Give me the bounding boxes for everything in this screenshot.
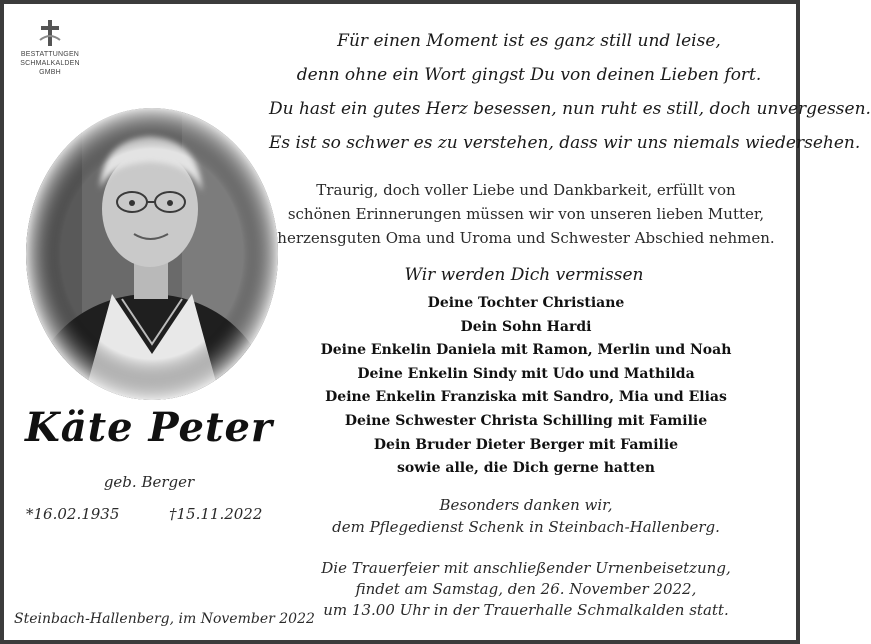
death-date: †15.11.2022: [169, 505, 263, 523]
intro-line: herzensguten Oma und Uroma und Schwester Abschied nehmen.: [277, 229, 775, 247]
logo-line: SCHMALKALDEN: [20, 60, 80, 67]
intro-line: Traurig, doch voller Liebe und Dankbarkeit, erfüllt von: [316, 181, 736, 199]
family-member: Deine Tochter Christiane: [427, 295, 625, 311]
funeral-line: um 13.00 Uhr in der Trauerhalle Schmalkalden statt.: [323, 601, 729, 619]
family-member: Deine Enkelin Franziska mit Sandro, Mia und Elias: [325, 389, 727, 406]
poem-line: Für einen Moment ist es ganz still und leise,: [337, 31, 721, 51]
family-member: Deine Enkelin Daniela mit Ramon, Merlin und Noah: [320, 342, 732, 359]
funeral-line: findet am Samstag, den 26. November 2022,: [355, 580, 697, 598]
family-member: Dein Sohn Hardi: [460, 318, 592, 335]
portrait-photo: [22, 104, 282, 404]
miss-heading: Wir werden Dich vermissen: [404, 265, 644, 285]
thanks-line: Besonders danken wir,: [439, 496, 613, 514]
poem-line: Es ist so schwer es zu verstehen, dass wir uns niemals wiedersehen.: [269, 133, 861, 153]
born-name: geb. Berger: [103, 473, 195, 491]
funeral-line: Die Trauerfeier mit anschließender Urnenbeisetzung,: [321, 559, 731, 577]
funeral-home-logo: [20, 18, 80, 77]
family-member: Dein Bruder Dieter Berger mit Familie: [373, 436, 679, 453]
poem-line: denn ohne ein Wort gingst Du von deinen Lieben fort.: [296, 65, 762, 85]
poem: [269, 24, 871, 160]
family-member: sowie alle, die Dich gerne hatten: [397, 460, 655, 477]
poem-line: Du hast ein gutes Herz besessen, nun ruht es still, doch unvergessen.: [269, 99, 871, 119]
place-and-date: Steinbach-Hallenberg, im November 2022: [14, 611, 315, 627]
family-list: [286, 292, 766, 481]
family-member: Deine Schwester Christa Schilling mit Familie: [344, 412, 708, 429]
logo-line: BESTATTUNGEN: [20, 51, 80, 58]
thanks-line: dem Pflegedienst Schenk in Steinbach-Hallenberg.: [332, 518, 720, 536]
intro-line: schönen Erinnerungen müssen wir von unseren lieben Mutter,: [287, 205, 765, 223]
funeral-info: [296, 558, 756, 621]
cross-emblem-icon: [37, 18, 63, 48]
deceased-name: Käte Peter: [25, 404, 273, 451]
intro-text: [276, 178, 776, 250]
thanks-text: [296, 494, 756, 538]
logo-line: GMBH: [39, 69, 61, 76]
family-member: Deine Enkelin Sindy mit Udo und Mathilda: [357, 365, 695, 382]
birth-date: *16.02.1935: [26, 505, 120, 523]
